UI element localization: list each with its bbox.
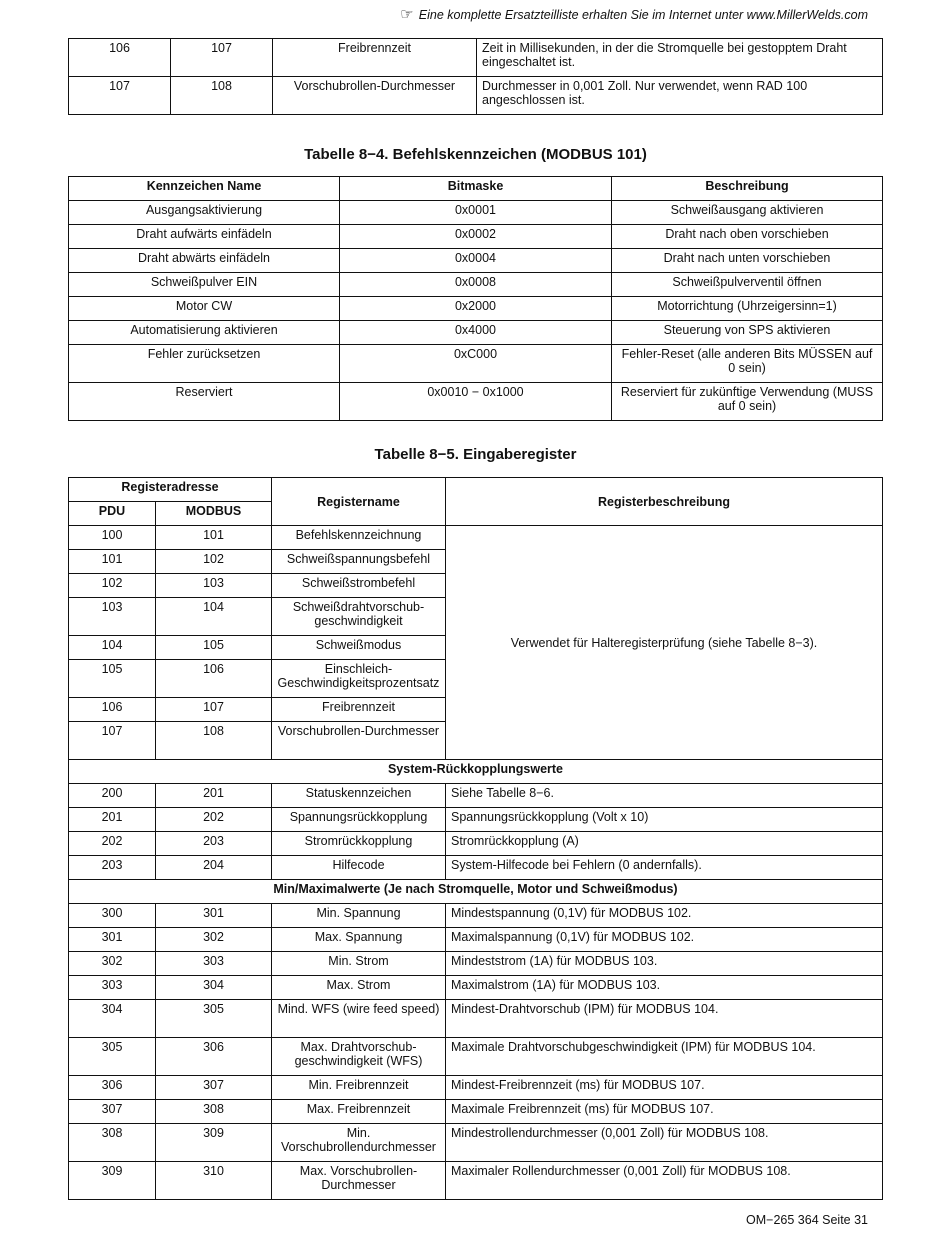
cell-pdu: 201	[69, 808, 156, 832]
cell-kennzeichen-name: Automatisierung aktivieren	[69, 321, 340, 345]
cell-kennzeichen-name: Draht abwärts einfädeln	[69, 249, 340, 273]
cell-name: Freibrennzeit	[273, 39, 477, 77]
cell-registername: Min. Vorschubrollendurchmesser	[272, 1124, 446, 1162]
table-row	[69, 383, 883, 421]
table-row	[69, 1038, 883, 1076]
table-row	[69, 249, 883, 273]
cell-registerbeschreibung: Mindestspannung (0,1V) für MODBUS 102.	[446, 904, 883, 928]
cell-bitmaske: 0x0004	[340, 249, 612, 273]
header-registerbeschreibung: Registerbeschreibung	[446, 478, 883, 526]
cell-modbus: 310	[156, 1162, 272, 1200]
table-row	[69, 832, 883, 856]
cell-pdu: 107	[69, 722, 156, 760]
cell-pdu: 304	[69, 1000, 156, 1038]
cell-modbus: 107	[156, 698, 272, 722]
table-row	[69, 77, 883, 115]
cell-registername: Schweißmodus	[272, 636, 446, 660]
header-note-text: Eine komplette Ersatzteilliste erhalten Sie im Internet unter www.MillerWelds.com	[418, 8, 868, 22]
cell-modbus: 107	[171, 39, 273, 77]
cell-beschreibung: Motorrichtung (Uhrzeigersinn=1)	[612, 297, 883, 321]
cell-registername: Statuskennzeichen	[272, 784, 446, 808]
cell-registerbeschreibung: Mindeststrom (1A) für MODBUS 103.	[446, 952, 883, 976]
cell-registername: Stromrückkopplung	[272, 832, 446, 856]
table-row	[69, 345, 883, 383]
cell-registername: Vorschubrollen-Durchmesser	[272, 722, 446, 760]
cell-pdu: 202	[69, 832, 156, 856]
cell-modbus: 203	[156, 832, 272, 856]
cell-bitmaske: 0x0001	[340, 201, 612, 225]
cell-name: Vorschubrollen-Durchmesser	[273, 77, 477, 115]
cell-pdu: 309	[69, 1162, 156, 1200]
cell-registername: Max. Drahtvorschub-geschwindigkeit (WFS)	[272, 1038, 446, 1076]
cell-pdu: 302	[69, 952, 156, 976]
cell-registerbeschreibung: Maximalspannung (0,1V) für MODBUS 102.	[446, 928, 883, 952]
table-row	[69, 526, 883, 550]
cell-bitmaske: 0xC000	[340, 345, 612, 383]
cell-pdu: 103	[69, 598, 156, 636]
cell-registername: Max. Strom	[272, 976, 446, 1000]
header-pdu: PDU	[69, 502, 156, 526]
table-row	[69, 904, 883, 928]
cell-kennzeichen-name: Draht aufwärts einfädeln	[69, 225, 340, 249]
table-header-row	[69, 478, 883, 502]
cell-pdu: 300	[69, 904, 156, 928]
cell-bitmaske: 0x0002	[340, 225, 612, 249]
table-8-4-title: Tabelle 8−4. Befehlskennzeichen (MODBUS 101)	[304, 146, 647, 163]
table-row	[69, 880, 883, 904]
cell-bitmaske: 0x2000	[340, 297, 612, 321]
cell-registername: Spannungsrückkopplung	[272, 808, 446, 832]
cell-pdu: 105	[69, 660, 156, 698]
cell-pdu: 306	[69, 1076, 156, 1100]
cell-modbus: 301	[156, 904, 272, 928]
cell-registerbeschreibung: Stromrückkopplung (A)	[446, 832, 883, 856]
table-8-5	[68, 477, 883, 1200]
table-row	[69, 297, 883, 321]
table-header-row	[69, 177, 883, 201]
cell-bitmaske: 0x0010 − 0x1000	[340, 383, 612, 421]
cell-modbus: 304	[156, 976, 272, 1000]
cell-kennzeichen-name: Motor CW	[69, 297, 340, 321]
table-row	[69, 39, 883, 77]
cell-beschreibung: Draht nach unten vorschieben	[612, 249, 883, 273]
cell-modbus: 303	[156, 952, 272, 976]
table-row	[69, 225, 883, 249]
cell-pdu: 305	[69, 1038, 156, 1076]
cell-registerbeschreibung: Siehe Tabelle 8−6.	[446, 784, 883, 808]
cell-merged-description: Verwendet für Halteregisterprüfung (siehe Tabelle 8−3).	[446, 526, 883, 760]
cell-pdu: 203	[69, 856, 156, 880]
cell-registername: Min. Strom	[272, 952, 446, 976]
cell-registername: Max. Vorschubrollen-Durchmesser	[272, 1162, 446, 1200]
cell-kennzeichen-name: Ausgangsaktivierung	[69, 201, 340, 225]
cell-pdu: 303	[69, 976, 156, 1000]
cell-kennzeichen-name: Fehler zurücksetzen	[69, 345, 340, 383]
header-beschreibung: Beschreibung	[612, 177, 883, 201]
cell-modbus: 308	[156, 1100, 272, 1124]
cell-modbus: 104	[156, 598, 272, 636]
cell-modbus: 204	[156, 856, 272, 880]
cell-pdu: 106	[69, 39, 171, 77]
cell-pdu: 308	[69, 1124, 156, 1162]
cell-registername: Schweißstrombefehl	[272, 574, 446, 598]
cell-modbus: 105	[156, 636, 272, 660]
cell-modbus: 101	[156, 526, 272, 550]
cell-registerbeschreibung: Maximaler Rollendurchmesser (0,001 Zoll) für MODBUS 108.	[446, 1162, 883, 1200]
cell-beschreibung: Fehler-Reset (alle anderen Bits MÜSSEN auf 0 sein)	[612, 345, 883, 383]
cell-pdu: 106	[69, 698, 156, 722]
cell-modbus: 305	[156, 1000, 272, 1038]
header-bitmaske: Bitmaske	[340, 177, 612, 201]
cell-modbus: 102	[156, 550, 272, 574]
table-8-4	[68, 176, 883, 421]
cell-beschreibung: Schweißausgang aktivieren	[612, 201, 883, 225]
section-header-min-max: Min/Maximalwerte (Je nach Stromquelle, Motor und Schweißmodus)	[69, 880, 883, 904]
cell-beschreibung: Draht nach oben vorschieben	[612, 225, 883, 249]
cell-beschreibung: Schweißpulverventil öffnen	[612, 273, 883, 297]
cell-registername: Schweißspannungsbefehl	[272, 550, 446, 574]
header-note	[400, 5, 868, 23]
cell-pdu: 104	[69, 636, 156, 660]
cell-pdu: 301	[69, 928, 156, 952]
cell-pdu: 101	[69, 550, 156, 574]
cell-pdu: 107	[69, 77, 171, 115]
section-header-system-rueckkopplung: System-Rückkopplungswerte	[69, 760, 883, 784]
cell-pdu: 200	[69, 784, 156, 808]
cell-modbus: 201	[156, 784, 272, 808]
cell-registername: Hilfecode	[272, 856, 446, 880]
cell-description: Durchmesser in 0,001 Zoll. Nur verwendet, wenn RAD 100 angeschlossen ist.	[477, 77, 883, 115]
cell-kennzeichen-name: Schweißpulver EIN	[69, 273, 340, 297]
cell-kennzeichen-name: Reserviert	[69, 383, 340, 421]
cell-registerbeschreibung: Mindestrollendurchmesser (0,001 Zoll) für MODBUS 108.	[446, 1124, 883, 1162]
cell-registername: Max. Spannung	[272, 928, 446, 952]
cell-modbus: 307	[156, 1076, 272, 1100]
cell-description: Zeit in Millisekunden, in der die Stromquelle bei gestopptem Draht eingeschaltet ist.	[477, 39, 883, 77]
table-row	[69, 1000, 883, 1038]
cell-registerbeschreibung: Maximale Freibrennzeit (ms) für MODBUS 107.	[446, 1100, 883, 1124]
cell-modbus: 108	[156, 722, 272, 760]
cell-modbus: 103	[156, 574, 272, 598]
table-row	[69, 976, 883, 1000]
page-footer: OM−265 364 Seite 31	[746, 1213, 868, 1227]
table-row	[69, 1076, 883, 1100]
table-row	[69, 952, 883, 976]
cell-bitmaske: 0x0008	[340, 273, 612, 297]
cell-registerbeschreibung: Mindest-Freibrennzeit (ms) für MODBUS 107.	[446, 1076, 883, 1100]
cell-registername: Min. Spannung	[272, 904, 446, 928]
cell-modbus: 202	[156, 808, 272, 832]
cell-registername: Mind. WFS (wire feed speed)	[272, 1000, 446, 1038]
table-row	[69, 201, 883, 225]
table-row	[69, 1124, 883, 1162]
cell-registername: Schweißdrahtvorschub-geschwindigkeit	[272, 598, 446, 636]
table-row	[69, 1162, 883, 1200]
table-row	[69, 856, 883, 880]
cell-registername: Max. Freibrennzeit	[272, 1100, 446, 1124]
cell-pdu: 100	[69, 526, 156, 550]
cell-registername: Freibrennzeit	[272, 698, 446, 722]
cell-beschreibung: Steuerung von SPS aktivieren	[612, 321, 883, 345]
header-modbus: MODBUS	[156, 502, 272, 526]
cell-registerbeschreibung: Maximalstrom (1A) für MODBUS 103.	[446, 976, 883, 1000]
cell-modbus: 309	[156, 1124, 272, 1162]
cell-registername: Befehlskennzeichnung	[272, 526, 446, 550]
cell-modbus: 108	[171, 77, 273, 115]
table-row	[69, 760, 883, 784]
cell-registerbeschreibung: Maximale Drahtvorschubgeschwindigkeit (IPM) für MODBUS 104.	[446, 1038, 883, 1076]
cell-bitmaske: 0x4000	[340, 321, 612, 345]
cell-registername: Einschleich-Geschwindigkeitsprozentsatz	[272, 660, 446, 698]
table-row	[69, 1100, 883, 1124]
table-row	[69, 928, 883, 952]
header-registername: Registername	[272, 478, 446, 526]
cell-pdu: 102	[69, 574, 156, 598]
cell-beschreibung: Reserviert für zukünftige Verwendung (MUSS auf 0 sein)	[612, 383, 883, 421]
table-row	[69, 321, 883, 345]
table-row	[69, 784, 883, 808]
cell-registerbeschreibung: Spannungsrückkopplung (Volt x 10)	[446, 808, 883, 832]
pointing-hand-icon: ☞	[400, 6, 414, 23]
cell-registerbeschreibung: Mindest-Drahtvorschub (IPM) für MODBUS 104.	[446, 1000, 883, 1038]
cell-registername: Min. Freibrennzeit	[272, 1076, 446, 1100]
header-registeradresse: Registeradresse	[69, 478, 272, 502]
cell-registerbeschreibung: System-Hilfecode bei Fehlern (0 andernfalls).	[446, 856, 883, 880]
cell-pdu: 307	[69, 1100, 156, 1124]
cell-modbus: 106	[156, 660, 272, 698]
top-continuation-table	[68, 38, 883, 115]
cell-modbus: 306	[156, 1038, 272, 1076]
table-row	[69, 808, 883, 832]
table-row	[69, 273, 883, 297]
cell-modbus: 302	[156, 928, 272, 952]
header-kennzeichen: Kennzeichen Name	[69, 177, 340, 201]
table-8-5-title: Tabelle 8−5. Eingaberegister	[374, 446, 577, 463]
